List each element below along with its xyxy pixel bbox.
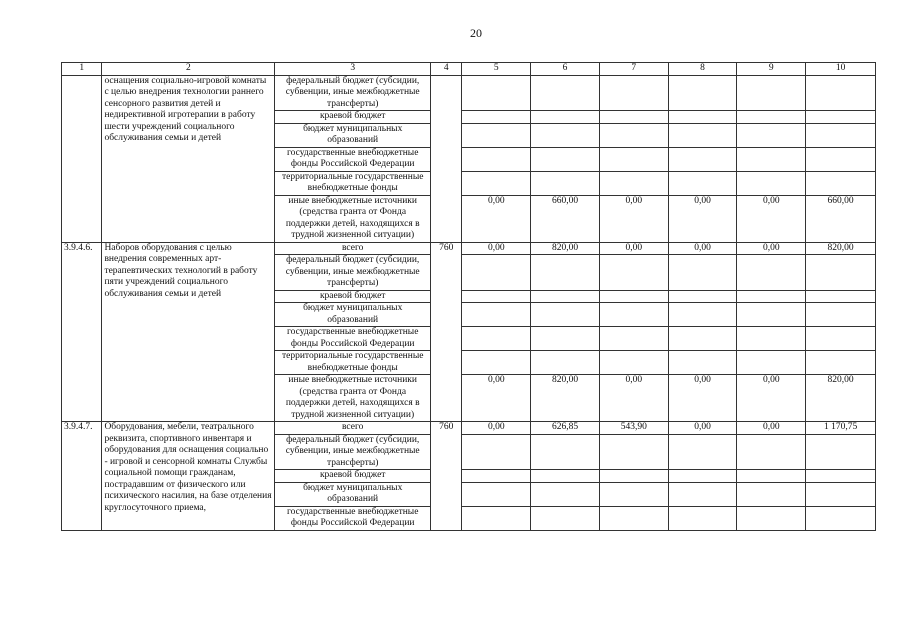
amount-cell [531,327,600,351]
header-cell: 3 [275,63,431,76]
amount-cell [737,434,806,470]
amount-cell [737,147,806,171]
funding-source: иные внебюджетные источники (средства гранта от Фонда поддержки детей, находящихся в трудной жизненной ситуации) [275,375,431,422]
funding-source: государственные внебюджетные фонды Российской Федерации [275,506,431,530]
budget-code [431,75,462,242]
amount-cell [806,303,876,327]
item-description: Оборудования, мебели, театрального реквизита, спортивного инвентаря и оборудования для оснащения социально - игровой и сенсорной комнаты Службы социальной помощи гражданам, пострадавшим от физического или психического насилия, на базе отделения круглосуточного приема, [102,422,275,531]
item-number [62,75,102,242]
budget-code: 760 [431,242,462,422]
funding-source: всего [275,422,431,435]
amount-cell [668,482,737,506]
amount-cell [531,351,600,375]
table-row [62,75,876,111]
amount-cell: 0,00 [462,242,531,255]
amount-cell [531,470,600,483]
amount-cell [462,506,531,530]
amount-cell [668,75,737,111]
amount-cell [806,482,876,506]
amount-cell: 0,00 [668,375,737,422]
funding-source: государственные внебюджетные фонды Российской Федерации [275,327,431,351]
header-cell: 2 [102,63,275,76]
amount-cell [531,147,600,171]
amount-cell [599,171,668,195]
amount-cell [599,506,668,530]
amount-cell: 0,00 [668,242,737,255]
amount-cell: 0,00 [737,195,806,242]
amount-cell [462,147,531,171]
amount-cell [531,75,600,111]
amount-cell: 0,00 [737,242,806,255]
amount-cell [668,255,737,291]
amount-cell [806,434,876,470]
funding-source: всего [275,242,431,255]
amount-cell [737,123,806,147]
funding-source: бюджет муниципальных образований [275,303,431,327]
table-row [62,242,876,255]
header-cell: 6 [531,63,600,76]
amount-cell [668,351,737,375]
amount-cell: 0,00 [462,375,531,422]
amount-cell: 820,00 [531,242,600,255]
amount-cell [462,351,531,375]
amount-cell [737,75,806,111]
amount-cell: 543,90 [599,422,668,435]
amount-cell [806,75,876,111]
amount-cell [737,290,806,303]
amount-cell: 626,85 [531,422,600,435]
amount-cell [531,290,600,303]
header-cell: 5 [462,63,531,76]
item-description: Наборов оборудования с целью внедрения современных арт-терапевтических технологий в работу пяти учреждений социального обслуживания семьи и детей [102,242,275,422]
funding-source: территориальные государственные внебюджетные фонды [275,351,431,375]
amount-cell [531,482,600,506]
amount-cell [737,171,806,195]
header-cell: 1 [62,63,102,76]
amount-cell [462,290,531,303]
amount-cell: 820,00 [806,375,876,422]
amount-cell: 660,00 [531,195,600,242]
amount-cell [531,111,600,124]
funding-source: федеральный бюджет (субсидии, субвенции, иные межбюджетные трансферты) [275,75,431,111]
amount-cell: 820,00 [806,242,876,255]
table-row [62,422,876,435]
amount-cell: 0,00 [737,422,806,435]
amount-cell [668,147,737,171]
amount-cell [668,327,737,351]
amount-cell [668,111,737,124]
item-number: 3.9.4.6. [62,242,102,422]
amount-cell [806,147,876,171]
amount-cell [806,506,876,530]
amount-cell [462,255,531,291]
amount-cell [599,123,668,147]
amount-cell [737,111,806,124]
amount-cell [462,470,531,483]
amount-cell [531,506,600,530]
amount-cell [806,327,876,351]
amount-cell [599,482,668,506]
funding-source: федеральный бюджет (субсидии, субвенции, иные межбюджетные трансферты) [275,434,431,470]
amount-cell: 820,00 [531,375,600,422]
amount-cell [599,327,668,351]
amount-cell [531,434,600,470]
amount-cell [737,327,806,351]
header-cell: 8 [668,63,737,76]
amount-cell [668,303,737,327]
amount-cell [462,434,531,470]
funding-source: территориальные государственные внебюджетные фонды [275,171,431,195]
amount-cell [668,470,737,483]
amount-cell [531,171,600,195]
amount-cell [531,255,600,291]
amount-cell: 0,00 [599,195,668,242]
amount-cell [806,111,876,124]
amount-cell [462,327,531,351]
amount-cell [599,470,668,483]
header-cell: 4 [431,63,462,76]
amount-cell: 0,00 [462,422,531,435]
amount-cell: 0,00 [737,375,806,422]
funding-source: краевой бюджет [275,470,431,483]
amount-cell [599,434,668,470]
amount-cell: 1 170,75 [806,422,876,435]
item-number: 3.9.4.7. [62,422,102,531]
amount-cell [806,290,876,303]
funding-source: федеральный бюджет (субсидии, субвенции, иные межбюджетные трансферты) [275,255,431,291]
funding-source: краевой бюджет [275,111,431,124]
header-cell: 7 [599,63,668,76]
budget-code: 760 [431,422,462,531]
item-description: оснащения социально-игровой комнаты с целью внедрения технологии раннего сенсорного развития детей и недирективной игротерапии в работу шести учреждений социального обслуживания семьи и детей [102,75,275,242]
amount-cell [806,351,876,375]
header-cell: 9 [737,63,806,76]
amount-cell [668,290,737,303]
amount-cell [599,255,668,291]
amount-cell [668,171,737,195]
amount-cell [462,482,531,506]
amount-cell [737,470,806,483]
header-row [62,63,876,76]
amount-cell [599,147,668,171]
amount-cell [462,171,531,195]
amount-cell [737,303,806,327]
amount-cell: 0,00 [599,375,668,422]
funding-source: иные внебюджетные источники (средства гранта от Фонда поддержки детей, находящихся в трудной жизненной ситуации) [275,195,431,242]
amount-cell [462,303,531,327]
amount-cell: 0,00 [668,422,737,435]
amount-cell [737,351,806,375]
amount-cell [462,75,531,111]
amount-cell [462,123,531,147]
amount-cell [462,111,531,124]
amount-cell [531,123,600,147]
amount-cell [668,434,737,470]
amount-cell [806,171,876,195]
amount-cell [599,290,668,303]
funding-source: бюджет муниципальных образований [275,482,431,506]
amount-cell [806,255,876,291]
budget-table [61,62,876,531]
amount-cell [668,506,737,530]
amount-cell: 660,00 [806,195,876,242]
amount-cell [599,303,668,327]
amount-cell: 0,00 [668,195,737,242]
funding-source: бюджет муниципальных образований [275,123,431,147]
amount-cell [737,255,806,291]
amount-cell [806,123,876,147]
funding-source: краевой бюджет [275,290,431,303]
amount-cell [599,351,668,375]
amount-cell [531,303,600,327]
page-number: 20 [470,26,482,40]
amount-cell [599,75,668,111]
amount-cell: 0,00 [599,242,668,255]
amount-cell [806,470,876,483]
amount-cell [668,123,737,147]
amount-cell [737,482,806,506]
amount-cell: 0,00 [462,195,531,242]
amount-cell [737,506,806,530]
funding-source: государственные внебюджетные фонды Российской Федерации [275,147,431,171]
header-cell: 10 [806,63,876,76]
amount-cell [599,111,668,124]
